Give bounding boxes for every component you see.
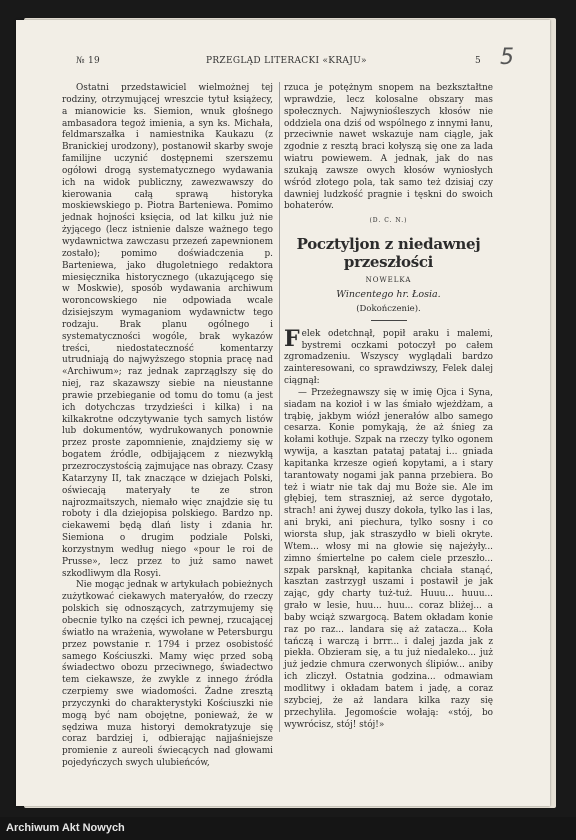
article-paragraph: rzuca je potężnym snopem na bezkształtne wprawdzie, lecz kolosalne obszary mas społecznych. Najwyniośleszych kłosów nie oddziela ona dziś od wspólnego z innymi łanu, przeciwnie nawet wskazuje nam ciągle, jak zgodnie z resztą braci kołyszą się one za lada wiatru powiewem. A jednak, jak do nas szukają zawsze owych kłosów wyniosłych wśród złotego pola, tak samo też dzisiaj czy dawniej ludzkość pragnie i tęskni do swoich bohaterów. [284, 83, 493, 212]
story-paragraph [284, 325, 493, 388]
story-genre: NOWELKA [365, 276, 412, 285]
column-divider [279, 82, 280, 732]
page-number: 5 [475, 56, 482, 66]
story-paragraph-text: elek odetchnął, popił araku i malemi, bystremi oczkami potoczył po całem zgromadzeniu. Wszyscy wyglądali bardzo zainteresowani, co sprawdziwszy, Felek dalej ciągnął: [284, 328, 493, 387]
story-paragraph: — Przeżegnawszy się w imię Ojca i Syna, siadam na kozioł i w las śmiało wjeżdżam, a trąbię, jakbym wiózł jenerałów albo samego cesarza. Konie pomykają, że aż śnieg za kołami kotłuje. Szpak na rzeczy tylko ogonem wywija, a kasztan patataj patataj i... gniada kapitanka krzesze ogień kopytami, a i stary tarantowaty nogami jak panna przebiera. Bo też i wiatr nie tak daj mu Boże sie. Ale im głębiej, tem straszniej, aż serce dygotało, strach! ani żywej duszy dokoła, tylko las i las, ani bryki, ani piechura, tylko sosny i co wiorsta słup, jak straszydło w bieli okryte. Wtem... włosy mi na głowie się najeżyły... zimno śmiertelne po całem ciele przeszło... szpak parsknął, kapitanka chciała stanąć, kasztan zastrzygł uszami i postawił je jak zając, gdy charty tuż-tuż. Huuu... huuu... grało w lesie, huu... huu... coraz bliżej... a baby wciąż szwargocą. Batem okładam konie raz po raz... landara się aż zatacza... Koła tańczą i warczą i brrr... i dalej jazda jak z piekła. Obzieram się, a tu już niedaleko... już już jedzie chmura czerwonych ślipiów... aniby ich zliczył. Ostatnia godzina... odmawiam modlitwy i okładam batem i jadę, a coraz szybciej, że aż landara kilka razy się przechyliła. Jegomoście wołają: «stój, bo wywrócisz, stój! stój!» [284, 387, 493, 730]
page-header [56, 56, 506, 70]
archive-name: Archiwum Akt Nowych [6, 822, 125, 834]
drop-cap: F [284, 325, 300, 352]
right-column [284, 83, 493, 731]
story-continuation: (Dokończenie). [356, 303, 421, 314]
article-paragraph: Ostatni przedstawiciel wielmożnej tej rodziny, otrzymującej wreszcie tytuł książecy, a mianowicie ks. Siemion, wnuk głośnego ambasadora tegoż imienia, a syn ks. Michała, feldmarszałka i namiestnika Kaukazu (z Branickiej urodzony), postanowił skarby swoje familijne uczynić dostępnemi szerszemu ogółowi drogą systematycznego wydawania ich na widok publiczny, zawezwawszy do kierowania całą sprawą historyka moskiewskiego p. Piotra Barteniewa. Pomimo jednak hojności księcia, od lat kilku już nie żyjącego (lecz istnienie dalsze ważnego tego wydawnictwa zawczasu przezeń zapewnionem zostało); pomimo doświadczenia p. Barteniewa, jako długoletniego redaktora miesięcznika historycznego (ukazującego się w Moskwie), sposób wydawania archiwum woroncowskiego nie odpowiada wcale dzisiejszym wymaganiom wydawnictw tego rodzaju. Brak planu ogólnego i systematyczności wogóle, brak wykazów treści, niedostateczność komentarzy utrudniają do najwyższego stopnia pracę nad «Archiwum»; raz jednak zaprzągłszy się do niej, raz skazawszy siebie na nieustanne prawie przebieganie od tomu do tomu (a jest ich dotychczas trzydzieści i kilka) i na kilkakrotne odczytywanie tych samych listów lub dokumentów, wydrukowanych ponownie przez proste zapomnienie, znajdziemy się w bogatem źródle, odbijającem z niezwykłą przezroczystością zajmujące nas obrazy. Czasy Katarzyny II, tak znaczące w dziejach Polski, oświecają materyały te ze stron najrozmaitszych, niemało więc znajdzie się tu roboty i dla dziejopisa polskiego. Bardzo np. ciekawemi będą dlań listy i zdania hr. Siemiona o drugim podziale Polski, korzystnym według niego «pour le roi de Prusse», lecz przez to już samo nawet szkodliwym dla Rosyi. [62, 83, 273, 579]
author-signature: (D. C. N.) [369, 217, 408, 225]
issue-number: № 19 [76, 56, 101, 66]
story-title: Pocztyljon z niedawnej przeszłości [296, 235, 481, 272]
article-paragraph: Nie mogąc jednak w artykułach pobieżnych zużytkować ciekawych materyałów, do rzeczy polskich się odnoszących, zatrzymujemy się obecnie tylko na części ich pewnej, rzucającej światło na wrażenia, wywołane w Petersburgu przez powstanie r. 1794 i przez osobistość samego Kościuszki. Mamy więc przed sobą świadectwo obozu przeciwnego, świadectwo tem ciekawsze, że zwykle z innego źródła czerpiemy swe wiadomości. Żadne zresztą przyczynki do charakterystyki Kościuszki nie mogą być nam obojętne, ponieważ, że w sędziwa muza historyi demokratyzuje się coraz bardziej i, odbierając najjaśniejsze promienie z aureoli świecących nad głowami pojedyńczych swych ulubieńców, [62, 580, 273, 769]
left-column [62, 83, 273, 770]
periodical-title: PRZEGLĄD LITERACKI «KRAJU» [206, 56, 367, 66]
pencil-page-mark: 5 [500, 45, 514, 70]
footer-bar [0, 817, 576, 840]
story-author: Wincentego hr. Łosia. [336, 288, 441, 300]
ornament-rule [371, 320, 407, 321]
